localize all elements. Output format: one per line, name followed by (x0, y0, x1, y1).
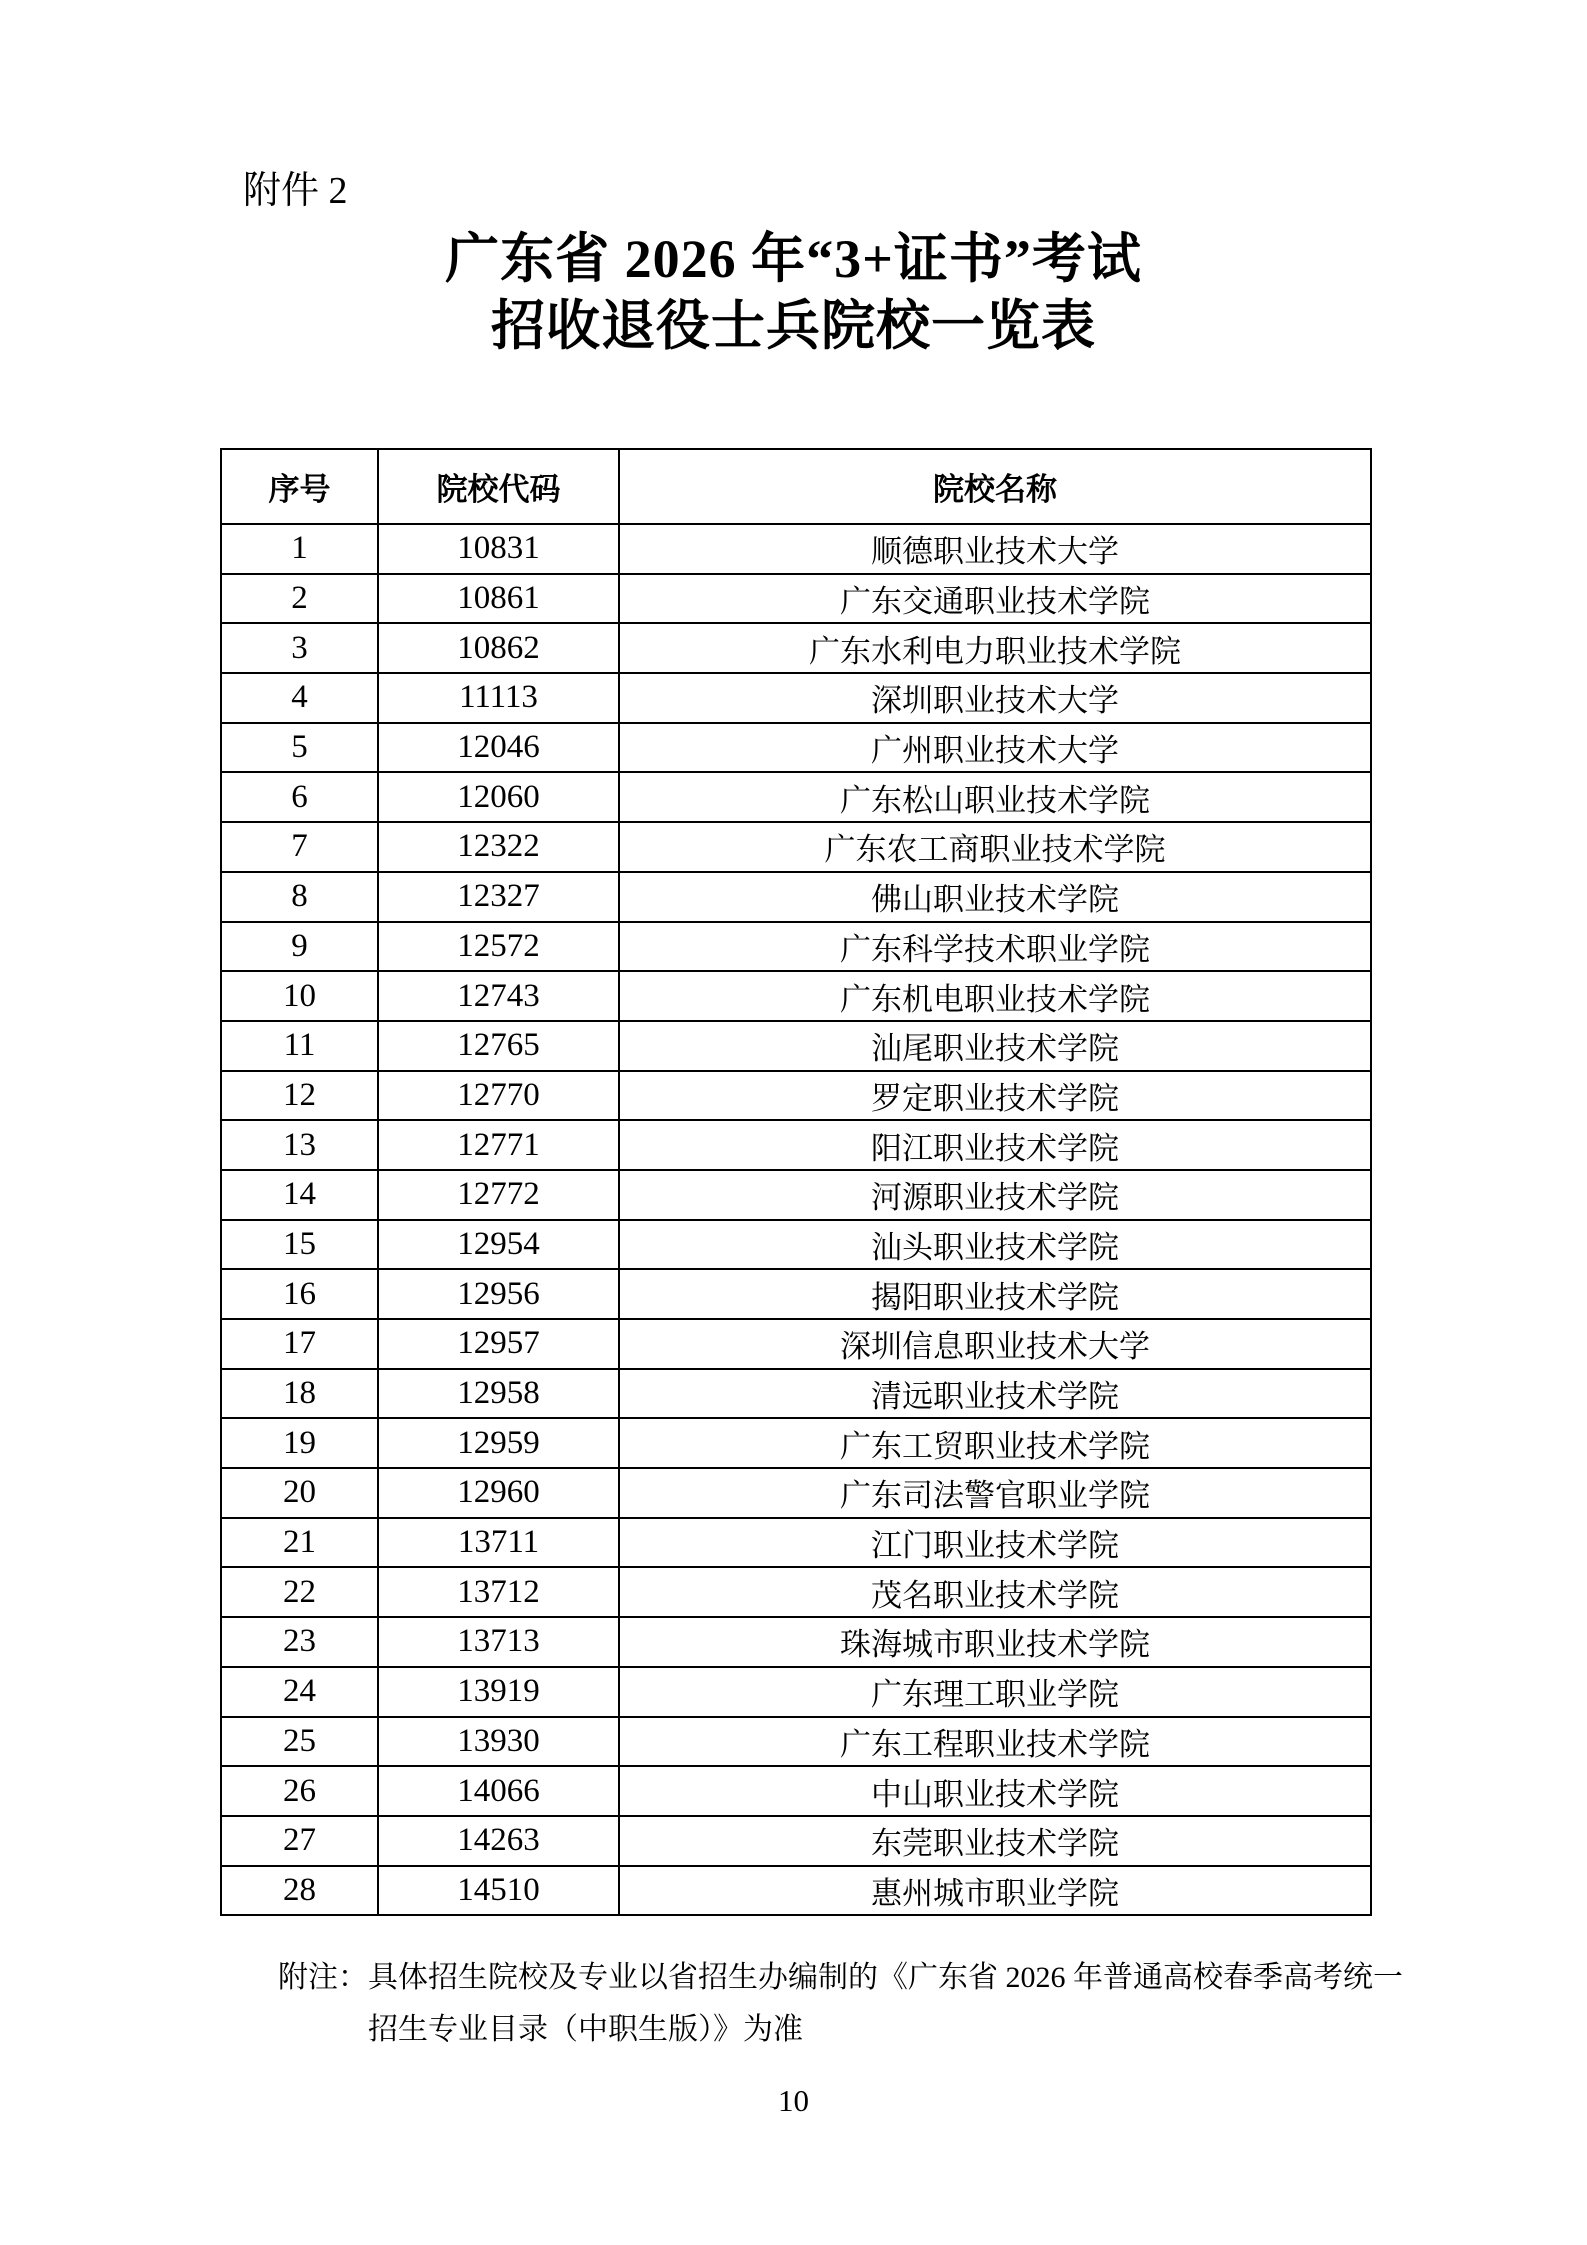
cell-college-code: 12956 (378, 1269, 619, 1319)
table-row (221, 1120, 1371, 1170)
footnote-line2: 招生专业目录（中职生版）》为准 (368, 2013, 803, 2046)
table-row (221, 872, 1371, 922)
cell-college-code: 12959 (378, 1418, 619, 1468)
cell-serial-number: 8 (221, 872, 378, 922)
cell-serial-number: 23 (221, 1617, 378, 1667)
cell-college-code: 13713 (378, 1617, 619, 1667)
cell-serial-number: 24 (221, 1667, 378, 1717)
cell-college-name: 罗定职业技术学院 (619, 1071, 1371, 1121)
cell-college-name: 佛山职业技术学院 (619, 872, 1371, 922)
cell-college-code: 11113 (378, 673, 619, 723)
cell-college-name: 广东工程职业技术学院 (619, 1717, 1371, 1767)
cell-serial-number: 4 (221, 673, 378, 723)
cell-college-code: 12771 (378, 1120, 619, 1170)
cell-serial-number: 12 (221, 1071, 378, 1121)
document-title-line2: 招收退役士兵院校一览表 (491, 296, 1096, 356)
attachment-label: 附件 2 (243, 170, 348, 212)
cell-serial-number: 28 (221, 1866, 378, 1916)
cell-college-code: 13712 (378, 1567, 619, 1617)
cell-college-code: 14263 (378, 1816, 619, 1866)
cell-college-name: 汕头职业技术学院 (619, 1220, 1371, 1270)
table-row (221, 1816, 1371, 1866)
cell-college-code: 12046 (378, 723, 619, 773)
cell-college-name: 广东交通职业技术学院 (619, 574, 1371, 624)
cell-serial-number: 7 (221, 822, 378, 872)
table-row (221, 1766, 1371, 1816)
cell-college-name: 广东司法警官职业学院 (619, 1468, 1371, 1518)
cell-college-name: 河源职业技术学院 (619, 1170, 1371, 1220)
cell-serial-number: 11 (221, 1021, 378, 1071)
footnote (278, 1952, 1438, 2056)
school-table (220, 448, 1372, 1916)
cell-college-name: 江门职业技术学院 (619, 1518, 1371, 1568)
cell-serial-number: 25 (221, 1717, 378, 1767)
cell-college-name: 东莞职业技术学院 (619, 1816, 1371, 1866)
cell-college-name: 阳江职业技术学院 (619, 1120, 1371, 1170)
page-number: 10 (778, 2083, 809, 2118)
table-row (221, 524, 1371, 574)
header-college-code: 院校代码 (378, 449, 619, 524)
cell-college-name: 广东水利电力职业技术学院 (619, 623, 1371, 673)
cell-college-name: 中山职业技术学院 (619, 1766, 1371, 1816)
cell-serial-number: 17 (221, 1319, 378, 1369)
table-row (221, 822, 1371, 872)
table-row (221, 922, 1371, 972)
cell-college-code: 10862 (378, 623, 619, 673)
cell-college-code: 12327 (378, 872, 619, 922)
table-row (221, 673, 1371, 723)
document-title-line1: 广东省 2026 年“3+证书”考试 (445, 229, 1142, 289)
cell-serial-number: 16 (221, 1269, 378, 1319)
header-serial-number: 序号 (221, 449, 378, 524)
cell-serial-number: 19 (221, 1418, 378, 1468)
table-row (221, 1617, 1371, 1667)
cell-college-code: 10831 (378, 524, 619, 574)
cell-college-code: 12957 (378, 1319, 619, 1369)
cell-college-name: 广州职业技术大学 (619, 723, 1371, 773)
cell-college-name: 广东松山职业技术学院 (619, 772, 1371, 822)
table-row (221, 1717, 1371, 1767)
cell-serial-number: 5 (221, 723, 378, 773)
header-college-name: 院校名称 (619, 449, 1371, 524)
table-row (221, 1866, 1371, 1916)
footnote-body (368, 1952, 1438, 2056)
table-row (221, 1667, 1371, 1717)
cell-college-name: 顺德职业技术大学 (619, 524, 1371, 574)
footnote-label: 附注： (278, 1961, 368, 1994)
cell-college-code: 13711 (378, 1518, 619, 1568)
cell-college-name: 广东理工职业学院 (619, 1667, 1371, 1717)
cell-college-code: 12765 (378, 1021, 619, 1071)
cell-serial-number: 21 (221, 1518, 378, 1568)
cell-college-code: 14510 (378, 1866, 619, 1916)
table-row (221, 623, 1371, 673)
table-row (221, 772, 1371, 822)
table-row (221, 1369, 1371, 1419)
table-row (221, 1468, 1371, 1518)
cell-college-code: 10861 (378, 574, 619, 624)
cell-serial-number: 20 (221, 1468, 378, 1518)
document-title (0, 226, 1587, 360)
cell-college-code: 12770 (378, 1071, 619, 1121)
cell-college-code: 12060 (378, 772, 619, 822)
cell-college-code: 13930 (378, 1717, 619, 1767)
cell-college-name: 珠海城市职业技术学院 (619, 1617, 1371, 1667)
table-body (221, 524, 1371, 1915)
cell-college-code: 12772 (378, 1170, 619, 1220)
cell-college-code: 12958 (378, 1369, 619, 1419)
table-row (221, 1220, 1371, 1270)
cell-college-name: 深圳职业技术大学 (619, 673, 1371, 723)
cell-serial-number: 9 (221, 922, 378, 972)
table-row (221, 723, 1371, 773)
cell-serial-number: 15 (221, 1220, 378, 1270)
cell-college-code: 12322 (378, 822, 619, 872)
table-row (221, 1518, 1371, 1568)
table-row (221, 1319, 1371, 1369)
cell-college-name: 茂名职业技术学院 (619, 1567, 1371, 1617)
cell-college-code: 13919 (378, 1667, 619, 1717)
cell-college-code: 12743 (378, 971, 619, 1021)
cell-serial-number: 26 (221, 1766, 378, 1816)
table-row (221, 1071, 1371, 1121)
cell-serial-number: 27 (221, 1816, 378, 1866)
cell-serial-number: 18 (221, 1369, 378, 1419)
table-header-row (221, 449, 1371, 524)
cell-college-name: 广东机电职业技术学院 (619, 971, 1371, 1021)
cell-college-code: 12960 (378, 1468, 619, 1518)
table-row (221, 971, 1371, 1021)
table-row (221, 574, 1371, 624)
cell-college-name: 揭阳职业技术学院 (619, 1269, 1371, 1319)
cell-college-code: 12954 (378, 1220, 619, 1270)
cell-serial-number: 13 (221, 1120, 378, 1170)
cell-serial-number: 6 (221, 772, 378, 822)
table-row (221, 1021, 1371, 1071)
table-row (221, 1269, 1371, 1319)
cell-college-name: 惠州城市职业学院 (619, 1866, 1371, 1916)
cell-serial-number: 3 (221, 623, 378, 673)
cell-serial-number: 10 (221, 971, 378, 1021)
cell-college-name: 汕尾职业技术学院 (619, 1021, 1371, 1071)
table-row (221, 1567, 1371, 1617)
cell-college-name: 广东科学技术职业学院 (619, 922, 1371, 972)
table-row (221, 1418, 1371, 1468)
cell-serial-number: 14 (221, 1170, 378, 1220)
cell-college-name: 广东工贸职业技术学院 (619, 1418, 1371, 1468)
table-row (221, 1170, 1371, 1220)
cell-college-code: 12572 (378, 922, 619, 972)
footnote-line1: 具体招生院校及专业以省招生办编制的《广东省 2026 年普通高校春季高考统一 (368, 1961, 1403, 1994)
cell-college-name: 深圳信息职业技术大学 (619, 1319, 1371, 1369)
cell-college-name: 广东农工商职业技术学院 (619, 822, 1371, 872)
cell-serial-number: 22 (221, 1567, 378, 1617)
cell-serial-number: 2 (221, 574, 378, 624)
cell-college-code: 14066 (378, 1766, 619, 1816)
cell-serial-number: 1 (221, 524, 378, 574)
cell-college-name: 清远职业技术学院 (619, 1369, 1371, 1419)
